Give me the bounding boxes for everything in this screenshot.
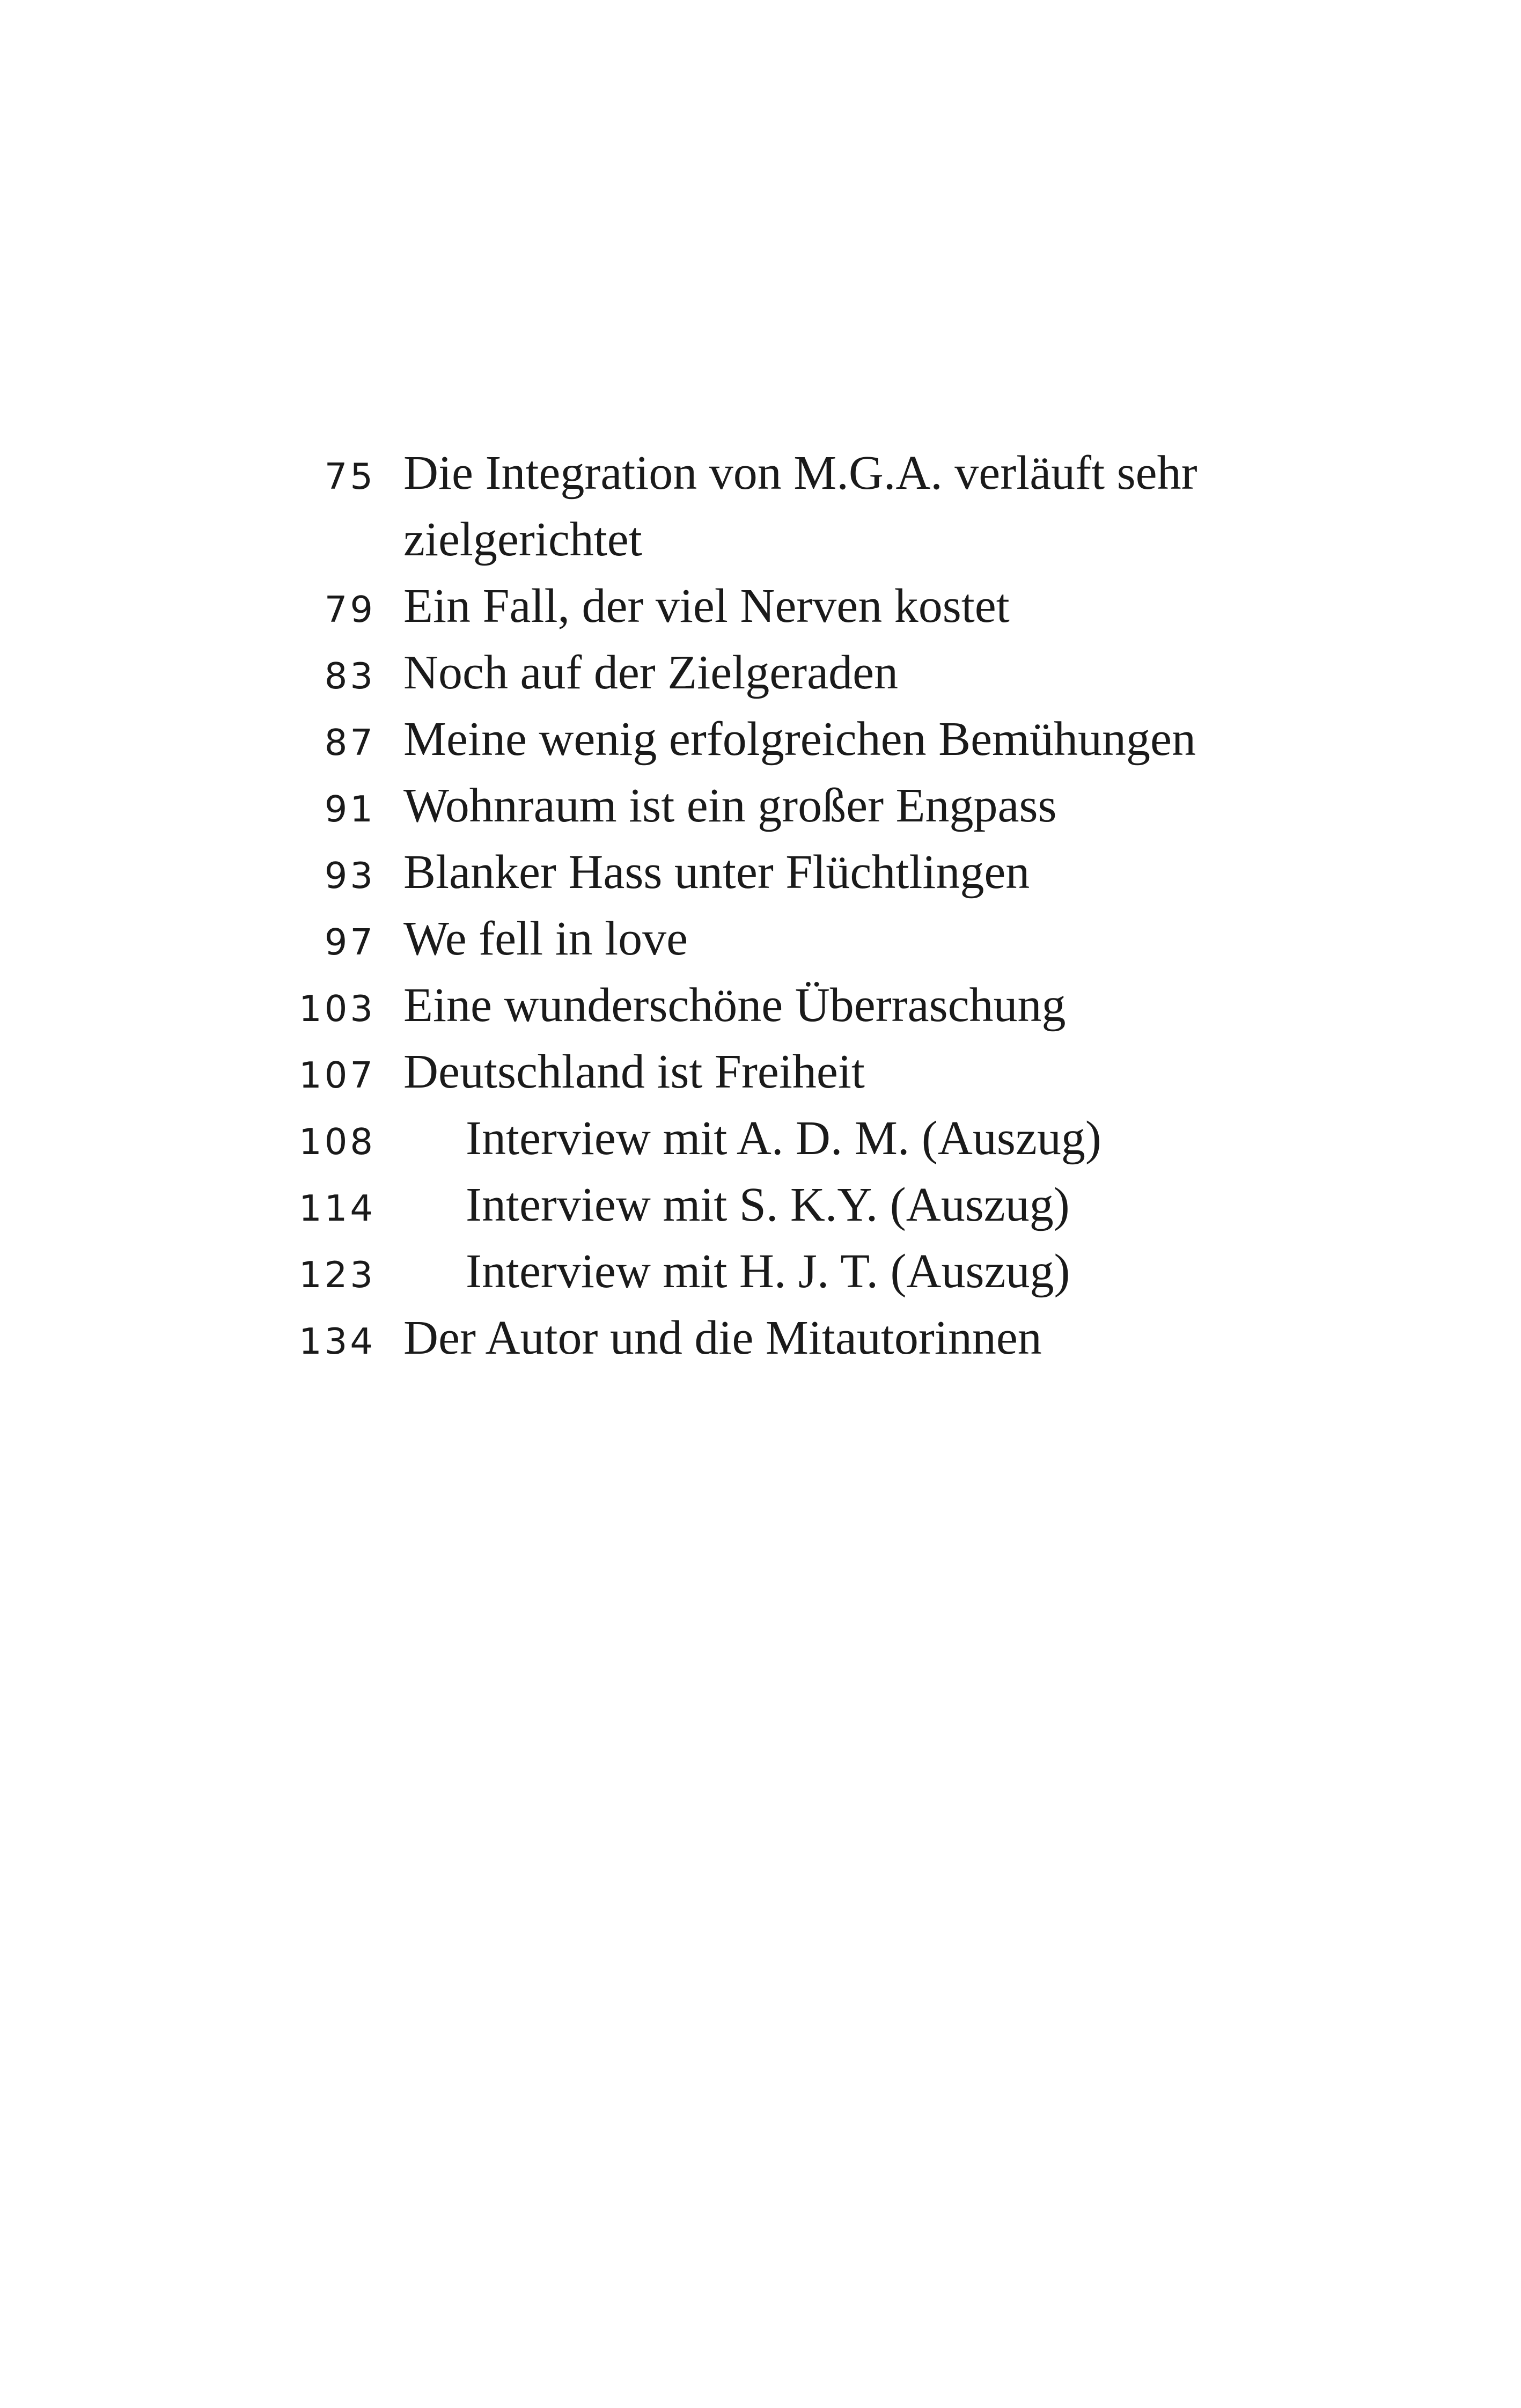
toc-subtitle: Interview mit H. J. T. (Auszug) (466, 1245, 1070, 1298)
toc-title: Eine wunderschöne Überraschung (403, 979, 1066, 1032)
toc-page-number: 103 (299, 988, 376, 1030)
toc-title: Ein Fall, der viel Nerven kostet (403, 579, 1010, 633)
toc-entry (0, 1039, 1521, 1105)
toc-title: Wohnraum ist ein großer Engpass (403, 779, 1057, 832)
toc-entry (0, 839, 1521, 906)
toc-title: Deutschland ist Freiheit (403, 1045, 865, 1098)
toc-page-number: 79 (324, 589, 376, 630)
table-of-contents (0, 440, 1521, 1371)
toc-page-number: 114 (299, 1187, 376, 1229)
toc-entry (0, 440, 1521, 573)
toc-entry (0, 972, 1521, 1039)
toc-entry (0, 906, 1521, 972)
toc-title: We fell in love (403, 912, 688, 965)
toc-entry (0, 640, 1521, 706)
toc-title: Meine wenig erfolgreichen Bemühungen (403, 713, 1196, 766)
toc-title: Der Autor und die Mitautorinnen (403, 1311, 1042, 1364)
toc-page-number: 123 (299, 1254, 376, 1296)
toc-subentry (0, 1172, 1521, 1238)
toc-subentry (0, 1238, 1521, 1305)
toc-entry (0, 706, 1521, 773)
toc-page-number: 83 (324, 655, 376, 697)
toc-title: Die Integration von M.G.A. verläuft sehr zielgerichtet (403, 446, 1197, 566)
toc-entry (0, 1305, 1521, 1371)
toc-page-number: 108 (299, 1121, 376, 1163)
toc-entry (0, 573, 1521, 640)
toc-title: Blanker Hass unter Flüchtlingen (403, 846, 1030, 899)
toc-page-number: 91 (324, 788, 376, 830)
toc-subtitle: Interview mit S. K.Y. (Auszug) (466, 1178, 1070, 1231)
toc-page-number: 75 (324, 456, 376, 497)
toc-title: Noch auf der Zielgeraden (403, 646, 899, 699)
toc-page-number: 93 (324, 855, 376, 897)
toc-page-number: 107 (299, 1054, 376, 1096)
toc-entry (0, 773, 1521, 839)
toc-subentry (0, 1105, 1521, 1172)
toc-page-number: 134 (299, 1320, 376, 1362)
toc-page-number: 97 (324, 921, 376, 963)
toc-page-number: 87 (324, 722, 376, 763)
toc-subtitle: Interview mit A. D. M. (Auszug) (466, 1112, 1101, 1165)
